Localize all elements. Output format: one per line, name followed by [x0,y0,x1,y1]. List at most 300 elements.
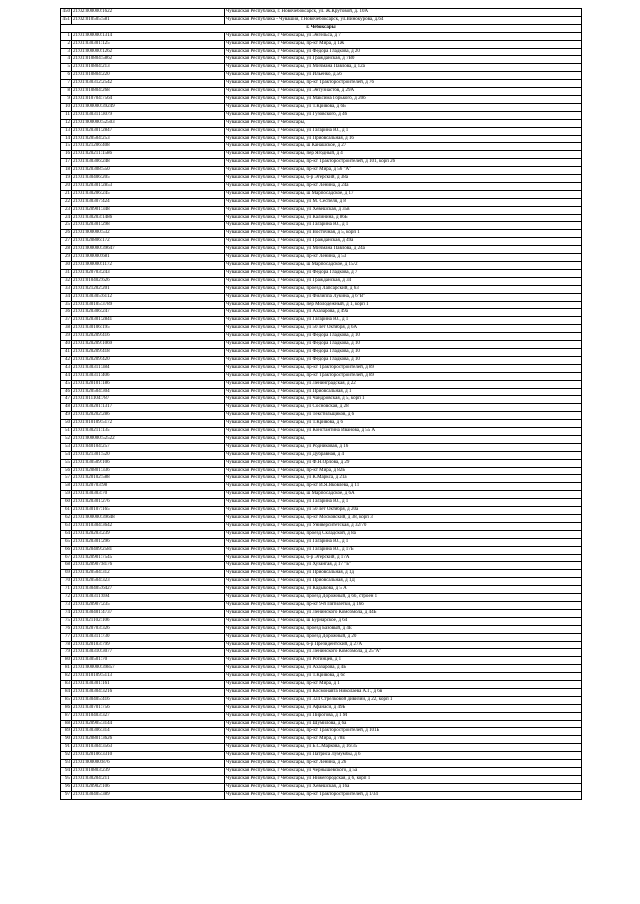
cadastral-number-cell: 21:01:030405:389 [72,791,225,799]
table-row [61,151,582,159]
cadastral-number-cell: 21:01:000000:1262 [72,48,225,56]
row-number-cell: 63 [61,522,72,530]
row-number-cell: 22 [61,198,72,206]
cadastral-number-cell: 21:01:000000:876 [72,760,225,768]
address-cell: Чувашская Республика, г Чебоксары, [225,435,582,443]
cadastral-number-cell: 21:01:010804:220 [72,72,225,80]
cadastral-number-cell: 21:01:020203:239 [72,530,225,538]
row-number-cell: 90 [61,736,72,744]
cadastral-number-cell: 21:01:020907:235 [72,601,225,609]
cadastral-number-cell: 21:01:010304:3642 [72,522,225,530]
row-number-cell: 11 [61,111,72,119]
address-cell: Чувашская Республика, г Чебоксары, ул Ахазарова, д 49а [225,309,582,317]
cadastral-number-cell: 21:01:020905:3144 [72,720,225,728]
cadastral-number-cell: 21:01:030501:70 [72,657,225,665]
row-number-cell: 62 [61,515,72,523]
cadastral-number-cell: 21:01:030311:694 [72,594,225,602]
cadastral-number-cell: 21:01:000000:52522 [72,435,225,443]
table-row [61,88,582,96]
address-cell: Чувашская Республика, г Чебоксары, ул Хузангая, д 17 "Б" [225,562,582,570]
table-row [61,491,582,499]
row-number-cell: 79 [61,649,72,657]
address-cell: Чувашская Республика, г Чебоксары, пр-кт Ленина, д 24а [225,182,582,190]
cadastral-number-cell: 21:01:000000:1314 [72,32,225,40]
cadastral-number-cell: 21:01:000000:39648 [72,515,225,523]
address-cell: Чувашская Республика, г Чебоксары, ул Гагарина Ю., д 1 [225,499,582,507]
table-row [61,56,582,64]
row-number-cell: 72 [61,594,72,602]
cadastral-number-cell: 21:01:020106:3310 [72,752,225,760]
address-cell: Чувашская Республика, г Чебоксары, ул К.Маркса, д 21а [225,475,582,483]
table-row [61,356,582,364]
row-number-cell: 2 [61,40,72,48]
row-number-cell: 81 [61,665,72,673]
cadastral-number-cell: 21:01:020504:253 [72,135,225,143]
address-cell: Чувашская Республика, г Чебоксары, пр-кт 9-й Пятилетки, д 16б [225,601,582,609]
row-number-cell: 34 [61,293,72,301]
address-cell: Чувашская Республика, г Чебоксары, ш Марпосадское, д 15/2 [225,262,582,270]
address-cell: Чувашская Республика, г Чебоксары, пр-кт Мира, д 56 "А" [225,167,582,175]
row-number-cell: 50 [61,420,72,428]
table-row [61,167,582,175]
cadastral-number-cell: 21:01:030301:161 [72,681,225,689]
address-cell: Чувашская Республика, г Чебоксары, пр-кт Тракторостроителей, д 76 [225,80,582,88]
cadastral-number-cell: 21:01:020907:8176 [72,562,225,570]
row-number-cell: 82 [61,673,72,681]
table-row [61,522,582,530]
cadastral-number-cell: 21:01:020308:550 [72,167,225,175]
address-cell: Чувашская Республика, г Чебоксары, ул Родниковая, д 16 [225,443,582,451]
row-number-cell: 68 [61,562,72,570]
address-cell: Чувашская Республика, г Чебоксары, ул Гражданская, д 34 [225,277,582,285]
row-number-cell: 91 [61,744,72,752]
cadastral-number-cell: 21:01:021301:520 [72,451,225,459]
table-row [61,341,582,349]
cadastral-number-cell: 21:01:030301:125 [72,40,225,48]
row-number-cell: 53 [61,443,72,451]
cadastral-number-cell: 21:01:030206:245 [72,190,225,198]
table-row [61,190,582,198]
row-number-cell: 49 [61,412,72,420]
table-row [61,262,582,270]
cadastral-number-cell: 21:01:010804:213 [72,64,225,72]
table-row [61,16,582,24]
row-number-cell: 21 [61,190,72,198]
row-number-cell: 3 [61,48,72,56]
table-row [61,175,582,183]
table-row [61,111,582,119]
address-cell: Чувашская Республика, г Чебоксары, пр-кт Ленина, д 26 [225,760,582,768]
table-row [61,230,582,238]
row-number-cell: 85 [61,696,72,704]
row-number-cell: 60 [61,499,72,507]
table-row [61,649,582,657]
row-number-cell: 70 [61,578,72,586]
table-row [61,507,582,515]
table-row [61,775,582,783]
row-number-cell: 18 [61,167,72,175]
address-cell: Чувашская Республика, г Чебоксары, ул Гагарина Ю., д 17Б [225,546,582,554]
cadastral-number-cell: 21:01:030406:205 [72,175,225,183]
cadastral-number-cell: 21:01:020209:416 [72,333,225,341]
address-cell: Чувашская Республика, г Чебоксары, пр-кт И.Я.Яковлева, д 11 [225,483,582,491]
table-row [61,443,582,451]
row-number-cell: 20 [61,182,72,190]
row-number-cell: 28 [61,246,72,254]
address-cell: Чувашская Республика, г Чебоксары, [225,119,582,127]
row-number-cell: 42 [61,356,72,364]
cadastral-number-cell: 21:01:021206:408 [72,143,225,151]
row-number-cell: 46 [61,388,72,396]
table-row [61,309,582,317]
cadastral-number-cell: 21:01:000000:39249 [72,103,225,111]
cadastral-number-cell: 21:01:030701:756 [72,704,225,712]
address-cell: Чувашская Республика, г Чебоксары, ул Гагарина Ю., д 1 [225,127,582,135]
table-row [61,143,582,151]
cadastral-number-cell: 21:01:010304:3563 [72,744,225,752]
table-row [61,380,582,388]
address-cell: Чувашская Республика, г Чебоксары, проезд Складской, д 8а [225,530,582,538]
cadastral-number-cell: 21:01:030203:1486 [72,214,225,222]
cadastral-number-cell: 21:01:020211:1586 [72,151,225,159]
address-cell: Чувашская Республика, г Чебоксары, пр-кт Ленина, д 53 [225,254,582,262]
table-row [61,246,582,254]
table-row [61,712,582,720]
cadastral-number-cell: 21:01:020801:3626 [72,736,225,744]
table-row [61,214,582,222]
row-number-cell: 96 [61,783,72,791]
cadastral-number-cell: 21:01:030307:424 [72,198,225,206]
cadastral-number-cell: 21:01:020801:336 [72,467,225,475]
row-number-cell: 43 [61,364,72,372]
address-cell: Чувашская Республика, г Чебоксары, ул Федора Гладкова, д 10 [225,333,582,341]
row-number-cell: 33 [61,285,72,293]
row-number-cell: 71 [61,586,72,594]
row-number-cell: 1 [61,32,72,40]
table-row [61,48,582,56]
address-cell: Чувашская Республика, г Чебоксары, ул Хевешская, д 16а [225,783,582,791]
cadastral-number-cell: 21:01:030107:165 [72,507,225,515]
cadastral-number-cell: 21:01:010109:5113 [72,673,225,681]
table-row [61,728,582,736]
table-row [61,578,582,586]
address-cell: Чувашская Республика, г Чебоксары, ул Гагарина Ю., д 1 [225,317,582,325]
address-cell: Чувашская Республика, г Чебоксары, ул Ленинградская, д 22 [225,380,582,388]
row-number-cell: 13 [61,127,72,135]
row-number-cell: 23 [61,206,72,214]
table-row [61,665,582,673]
address-cell: Чувашская Республика, г Чебоксары, ул 50 лет Октября, д 20а [225,507,582,515]
address-cell: Чувашская Республика, г Чебоксары, ул Федора Гладкова, д 10 [225,356,582,364]
cadastral-number-cell: 21:01:030201:1317 [72,404,225,412]
address-cell: Чувашская Республика, г Чебоксары, ул Гузовского, д 46 [225,111,582,119]
address-cell: Чувашская Республика, г Чебоксары, ул Т.Кривова, д 6 [225,420,582,428]
address-cell: Чувашская Республика, г Чебоксары, ул Приовсальная, д 1 [225,388,582,396]
table-row [61,9,582,17]
cadastral-number-cell: 21:01:020301:298 [72,222,225,230]
table-row [61,546,582,554]
table-row [61,554,582,562]
table-row [61,103,582,111]
table-row [61,372,582,380]
row-number-cell: 88 [61,720,72,728]
row-number-cell: 47 [61,396,72,404]
table-row [61,673,582,681]
row-number-cell: 52 [61,435,72,443]
table-row [61,396,582,404]
address-cell: Чувашская Республика, г Чебоксары, ул Афанаси, д 49Б [225,704,582,712]
row-number-cell: 9 [61,95,72,103]
cadastral-number-cell: 21:01:020301:276 [72,499,225,507]
address-cell: Чувашская Республика, г Чебоксары, проезд Дорожный, д 20 [225,633,582,641]
cadastral-number-cell: 21:01:020703:243 [72,269,225,277]
cadastral-number-cell: 21:01:020102:588 [72,475,225,483]
address-cell: Чувашская Республика, г Чебоксары, ул Энтузиастов, д 29А [225,88,582,96]
cadastral-number-cell: 21:01:030105:3789 [72,301,225,309]
row-number-cell: 12 [61,119,72,127]
address-cell: Чувашская Республика, г Чебоксары, пр-кт Мира, д 1Ж [225,40,582,48]
table-row [61,182,582,190]
row-number-cell: 94 [61,768,72,776]
address-cell: Чувашская Республика, г Чебоксары, проезд Лапсарский, д 63 [225,285,582,293]
address-cell: Чувашская Республика, г Чебоксары, ул Федора Гладкова, д 10 [225,348,582,356]
row-number-cell: 84 [61,688,72,696]
cadastral-number-cell: 21:01:030405:6427 [72,586,225,594]
row-number-cell: 4 [61,56,72,64]
cadastral-number-cell: 21:01:030305:6112 [72,293,225,301]
cadastral-number-cell: 21:01:020209:420 [72,356,225,364]
address-cell: Чувашская Республика, г Чебоксары, б-р Эгерский, д 38а [225,175,582,183]
address-cell: Чувашская Республика, г Чебоксары, ул Космонавта Николаева А.Г., д 6в [225,688,582,696]
row-number-cell: 93 [61,760,72,768]
cadastral-number-cell: 21:01:000000:52503 [72,119,225,127]
row-number-cell: 32 [61,277,72,285]
table-row [61,127,582,135]
cadastral-number-cell: 21:01:030106:195 [72,325,225,333]
row-number-cell: 74 [61,609,72,617]
table-row [61,254,582,262]
table-row [61,206,582,214]
cadastral-number-cell: 21:01:020901:348 [72,206,225,214]
row-number-cell: 73 [61,601,72,609]
address-cell: Чувашская Республика, г Чебоксары, ул Чандровская, д 5, корп 1 [225,396,582,404]
address-cell: Чувашская Республика, г Чебоксары, ул Федора Гладкова, д 7 [225,269,582,277]
table-row [61,586,582,594]
address-cell: Чувашская Республика, г Чебоксары, ул Нижегородская, д 6, корп 1 [225,775,582,783]
row-number-cell: 19 [61,175,72,183]
row-number-cell: 29 [61,254,72,262]
table-row [61,483,582,491]
cadastral-number-cell: 21:01:040104:257 [72,443,225,451]
cadastral-number-cell: 21:01:020209:1069 [72,341,225,349]
table-row [61,269,582,277]
row-number-cell: 76 [61,625,72,633]
address-cell: Чувашская Республика, г Чебоксары, ул Ленинского Комсомола, д 44Б [225,609,582,617]
row-number-cell: 16 [61,151,72,159]
table-row [61,688,582,696]
address-cell: Чувашская Республика, г Чебоксары, ул 50 лет Октября, д 6А [225,325,582,333]
table-row [61,428,582,436]
address-cell: Чувашская Республика, г Чебоксары, проезд Базовый, д 4Е [225,625,582,633]
row-number-cell: 27 [61,238,72,246]
cadastral-number-cell: 21:01:020103:799 [72,641,225,649]
address-cell: Чувашская Республика, г Чебоксары, ул Приовсальная, д 1Д [225,578,582,586]
cadastral-number-cell: 21:01:000000:532 [72,230,225,238]
table-row [61,736,582,744]
address-cell: Чувашская Республика, г Чебоксары, ул Гагарина Ю., д 1 [225,222,582,230]
address-cell: Чувашская Республика, г Чебоксары, ул Приовсальная, д 1д [225,570,582,578]
row-number-cell: 59 [61,491,72,499]
table-row [61,499,582,507]
row-number-cell: 95 [61,775,72,783]
table-row [61,515,582,523]
cadastral-number-cell: 21:01:000000:39857 [72,665,225,673]
cadastral-number-cell: 21:01:030509:106 [72,459,225,467]
cadastral-number-cell: 21:02:010505:581 [72,16,225,24]
table-row [61,159,582,167]
row-number-cell: 38 [61,325,72,333]
row-number-cell: 97 [61,791,72,799]
table-row [61,744,582,752]
row-number-cell: 30 [61,262,72,270]
cadastral-number-cell: 21:01:010403:327 [72,712,225,720]
table-row [61,135,582,143]
address-cell: Чувашская Республика, г Чебоксары, ш Марпосадское, д 6А [225,491,582,499]
address-cell: Чувашская Республика, г Чебоксары, б-р Эгерский, д 17А [225,554,582,562]
address-cell: Чувашская Республика, г Чебоксары, ул Гражданская, д 7В0 [225,56,582,64]
cadastral-number-cell: 21:01:010109:5172 [72,420,225,428]
row-number-cell: 39 [61,333,72,341]
address-cell: Чувашская Республика, г Чебоксары, ул Ахазарова, д 4Б [225,665,582,673]
row-number-cell: 8 [61,88,72,96]
cadastral-number-cell: 21:01:000000:39647 [72,246,225,254]
cadastral-number-cell: 21:01:030304:3216 [72,688,225,696]
table-row [61,752,582,760]
address-cell: Чувашская Республика, г Чебоксары, б-р Президентский, д 27А [225,641,582,649]
row-number-cell: 86 [61,704,72,712]
table-row [61,119,582,127]
address-cell: Чувашская Республика, г Чебоксары, ул Федора Гладкова, д 20 [225,48,582,56]
table-row [61,475,582,483]
property-table [60,8,582,800]
row-number-cell: 89 [61,728,72,736]
cadastral-number-cell: 21:01:020301:296 [72,538,225,546]
address-cell: Чувашская Республика, г Чебоксары, ул 324 Стрелковой дивизии, д 22, корп 1 [225,696,582,704]
address-cell: Чувашская Республика, г. Новочебоксарск, ул. Ж.Крутовой, д. 10А [225,9,582,17]
row-number-cell: 40 [61,341,72,349]
address-cell: Чувашская Республика, г Чебоксары, ул Хевешская, д 35в [225,206,582,214]
table-row [61,277,582,285]
table-row [61,325,582,333]
address-cell: Чувашская Республика, г Чебоксары, ул Константина Иванова, д 55 А [225,428,582,436]
address-cell: Чувашская Республика, г Чебоксары, ул Федора Гладкова, д 10 [225,341,582,349]
cadastral-number-cell: 21:01:011104:787 [72,396,225,404]
address-cell: Чувашская Республика, г Чебоксары, ул Дубравная, д 4 [225,451,582,459]
row-number-cell: 35 [61,301,72,309]
row-number-cell: 25 [61,222,72,230]
row-number-cell: 37 [61,317,72,325]
row-number-cell: 57 [61,475,72,483]
address-cell: Чувашская Республика, г Чебоксары, ул Патриса Лумумбы, д 6 [225,752,582,760]
row-number-cell: 78 [61,641,72,649]
table-row [61,467,582,475]
address-cell: Чувашская Республика, г Чебоксары, пер Молодежный, д 1, корп 1 [225,301,582,309]
row-number-cell: 55 [61,459,72,467]
cadastral-number-cell: 21:01:030405:416 [72,696,225,704]
row-number-cell: 14 [61,135,72,143]
table-row [61,570,582,578]
address-cell: Чувашская Республика, г Чебоксары, ул Чернышевского, д 5а [225,768,582,776]
cadastral-number-cell: 21:01:021102:106 [72,617,225,625]
address-cell: Чувашская Республика, г Чебоксары, ул Приовсальная, д 16 [225,135,582,143]
address-cell: Чувашская Республика, г Чебоксары, пр-кт Мира, д 1 [225,681,582,689]
table-row [61,625,582,633]
address-cell: Чувашская Республика, г Чебоксары, ш Марпосадское, д 17 [225,190,582,198]
row-number-cell: 36 [61,309,72,317]
address-cell: Чувашская Республика, г Чебоксары, ул Ленинского Комсомола, д 25"А" [225,649,582,657]
address-cell: Чувашская Республика, г Чебоксары, пр-кт Тракторостроителей, д 89 [225,372,582,380]
address-cell: Чувашская Республика, г Чебоксары, проезд Дорожный, д 6б, строен 1 [225,594,582,602]
address-cell: Чувашская Республика, г Чебоксары, пр-кт Мира, д 82Б [225,467,582,475]
table-row [61,40,582,48]
table-row [61,451,582,459]
cadastral-number-cell: 21:01:000000:1172 [72,262,225,270]
row-number-cell: 5 [61,64,72,72]
cadastral-number-cell: 21:01:020806:172 [72,238,225,246]
address-cell: Чувашская Республика, г Чебоксары, ул Б.С.Маркова, д 16/35 [225,744,582,752]
row-number-cell: 48 [61,404,72,412]
row-number-cell: 45 [61,380,72,388]
address-cell: Чувашская Республика, г Чебоксары, ш Бурнарское, д 64 [225,617,582,625]
table-row [61,32,582,40]
row-number-cell: 92 [61,752,72,760]
cadastral-number-cell: 21:01:020101:186 [72,380,225,388]
table-row [61,696,582,704]
table-row [61,601,582,609]
table-row [61,333,582,341]
cadastral-number-cell: 21:01:030311:406 [72,372,225,380]
address-cell: Чувашская Республика, г Чебоксары, ул Восточная, д 5, корп 1 [225,230,582,238]
address-cell: Чувашская Республика, г Чебоксары, ул Сосновская, д 28 [225,404,582,412]
row-number-cell: 24 [61,214,72,222]
cadastral-number-cell: 21:01:020301:2841 [72,317,225,325]
cadastral-number-cell: 21:01:010803:239 [72,768,225,776]
table-row [61,617,582,625]
table-row [61,198,582,206]
row-number-cell: 41 [61,348,72,356]
address-cell: Чувашская Республика, г Чебоксары, ул Шумилова, д 6а [225,720,582,728]
address-cell: Чувашская Республика, г Чебоксары, ул Калинина, д 86Б [225,214,582,222]
address-cell: Чувашская Республика, г Чебоксары, пр-кт Московский, д 38, корп 3 [225,515,582,523]
cadastral-number-cell: 21:01:020703:326 [72,625,225,633]
table-row [61,760,582,768]
address-cell: Чувашская Республика, г Чебоксары, ш Канашское, д 27 [225,143,582,151]
table-row [61,641,582,649]
table-row [61,633,582,641]
cadastral-number-cell: 21:01:010704:7564 [72,95,225,103]
row-number-cell: 77 [61,633,72,641]
address-cell: Чувашская Республика, г Чебоксары, ул Филиппа Лукина, д 6"В" [225,293,582,301]
cadastral-number-cell: 21:01:030306:248 [72,159,225,167]
address-cell: Чувашская Республика, г Чебоксары, пр-кт Тракторостроителей, д 1/34 [225,791,582,799]
table-row [61,681,582,689]
table-row [61,317,582,325]
table-row [61,412,582,420]
table-row [61,285,582,293]
table-row [61,538,582,546]
table-row [61,364,582,372]
cadastral-number-cell: 21:01:020301:2853 [72,182,225,190]
